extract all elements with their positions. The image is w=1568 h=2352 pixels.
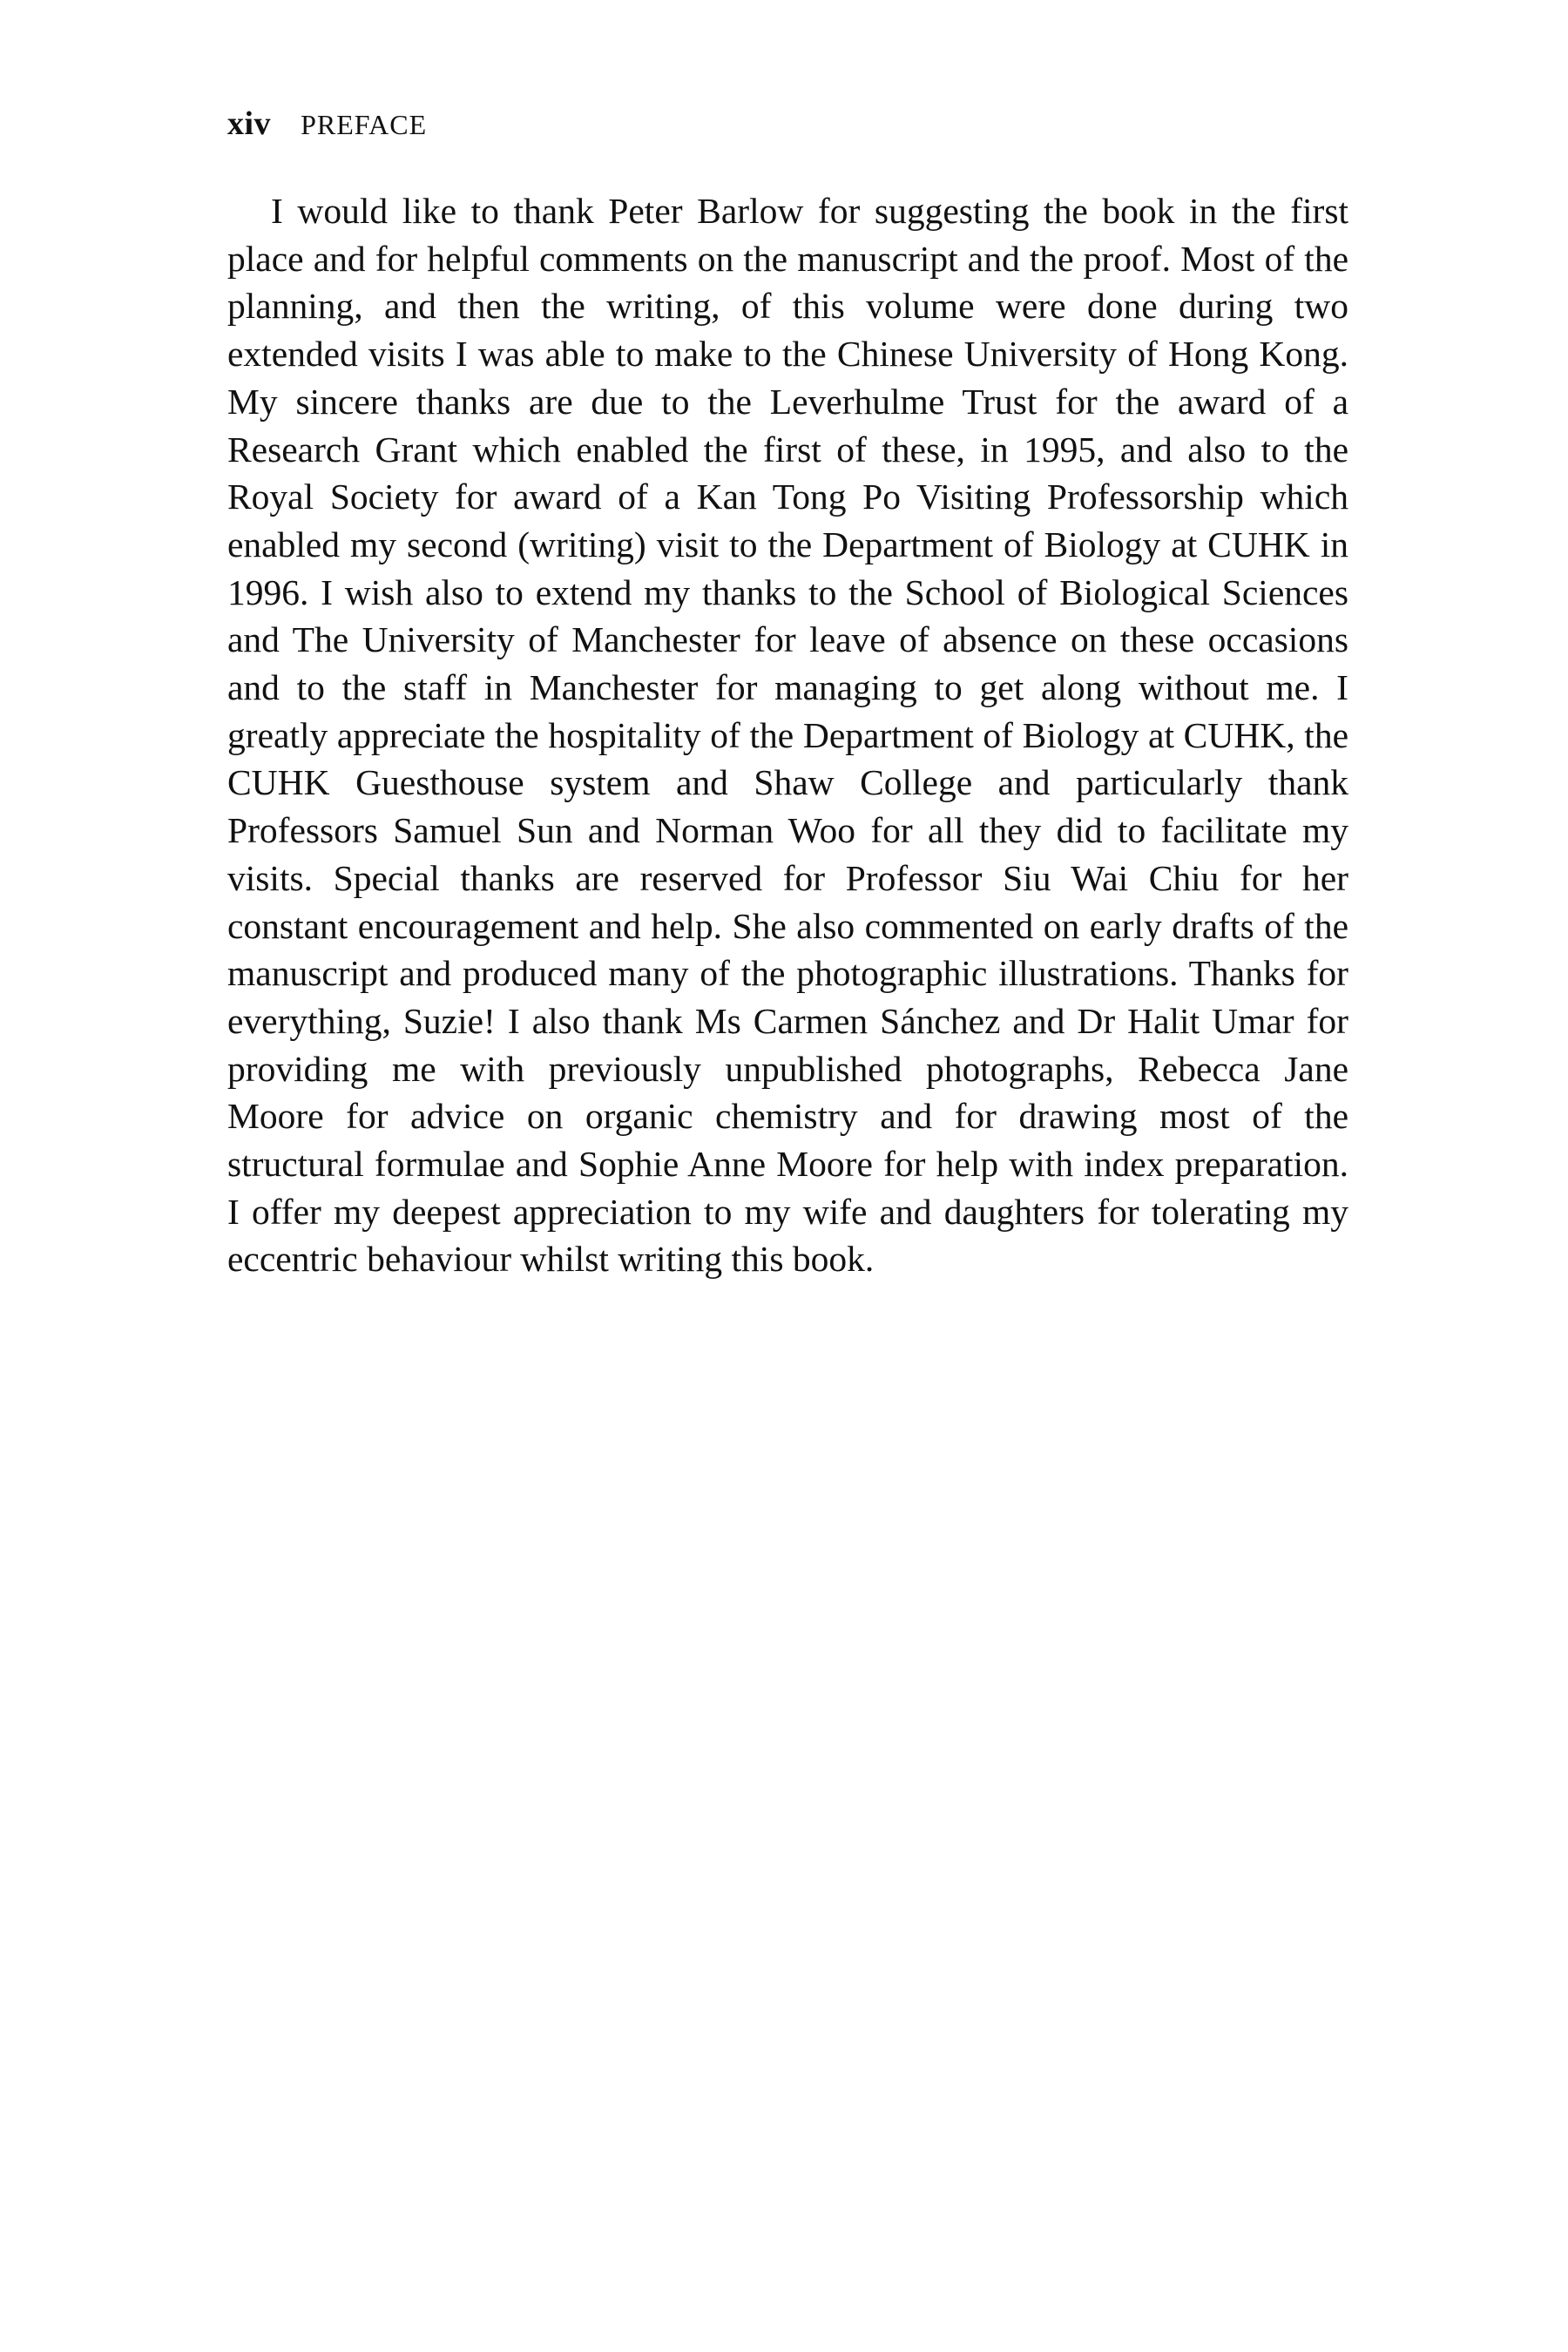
running-head <box>227 103 427 145</box>
section-title: PREFACE <box>301 109 428 140</box>
page-number: xiv <box>227 105 272 142</box>
preface-paragraph: I would like to thank Peter Barlow for suggesting the book in the first place and for helpful comments on the manuscript and the proof. Most of the planning, and then the writing, of this volume were done during two extended visits I was able to make to the Chinese University of Hong Kong. My sincere thanks are due to the Leverhulme Trust for the award of a Research Grant which enabled the first of these, in 1995, and also to the Royal Society for award of a Kan Tong Po Visiting Professorship which enabled my second (writing) visit to the Department of Biology at CUHK in 1996. I wish also to extend my thanks to the School of Biological Sciences and The University of Manchester for leave of absence on these occasions and to the staff in Manchester for managing to get along without me. I greatly appreciate the hospitality of the Department of Biology at CUHK, the CUHK Guesthouse system and Shaw College and particularly thank Professors Samuel Sun and Norman Woo for all they did to facilitate my visits. Special thanks are reserved for Professor Siu Wai Chiu for her constant encouragement and help. She also commented on early drafts of the manuscript and produced many of the photographic illustrations. Thanks for everything, Suzie! I also thank Ms Carmen Sánchez and Dr Halit Umar for providing me with previously unpublished photographs, Rebecca Jane Moore for advice on organic chemistry and for drawing most of the structural formulae and Sophie Anne Moore for help with index preparation. I offer my deepest appreciation to my wife and daughters for tolerating my eccentric behaviour whilst writing this book. <box>227 191 1348 1280</box>
